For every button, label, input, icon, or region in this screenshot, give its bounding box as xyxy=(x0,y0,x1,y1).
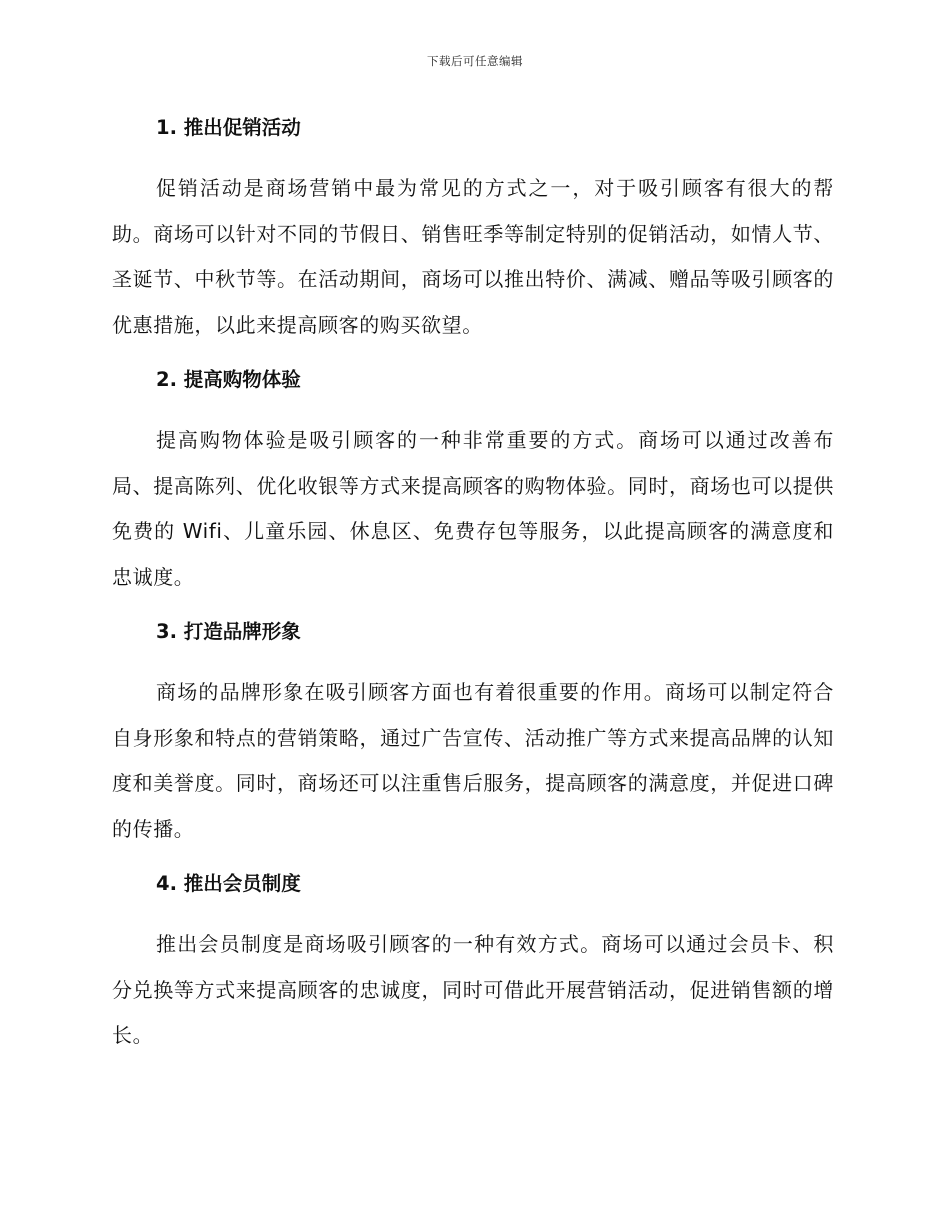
section-membership xyxy=(112,869,834,1059)
section-heading: 4. 推出会员制度 xyxy=(156,872,301,895)
section-paragraph: 促销活动是商场营销中最为常见的方式之一，对于吸引顾客有很大的帮助。商场可以针对不同的节假日、销售旺季等制定特别的促销活动，如情人节、圣诞节、中秋节等。在活动期间，商场可以推出特价、满减、赠品等吸引顾客的优惠措施，以此来提高顾客的购买欲望。 xyxy=(112,176,834,337)
document-content xyxy=(112,113,834,1076)
section-brand-image xyxy=(112,617,834,852)
section-shopping-experience xyxy=(112,365,834,600)
section-paragraph: 提高购物体验是吸引顾客的一种非常重要的方式。商场可以通过改善布局、提高陈列、优化收银等方式来提高顾客的购物体验。同时，商场也可以提供免费的 Wifi、儿童乐园、休息区、免费存包等服务，以此提高顾客的满意度和忠诚度。 xyxy=(112,428,834,589)
section-heading: 3. 打造品牌形象 xyxy=(156,620,301,643)
section-paragraph: 商场的品牌形象在吸引顾客方面也有着很重要的作用。商场可以制定符合自身形象和特点的营销策略，通过广告宣传、活动推广等方式来提高品牌的认知度和美誉度。同时，商场还可以注重售后服务，提高顾客的满意度，并促进口碑的传播。 xyxy=(112,680,834,841)
section-heading: 1. 推出促销活动 xyxy=(156,116,301,139)
page-header: 下载后可任意编辑 xyxy=(427,54,523,68)
section-promotion xyxy=(112,113,834,348)
section-heading: 2. 提高购物体验 xyxy=(156,368,301,391)
section-paragraph: 推出会员制度是商场吸引顾客的一种有效方式。商场可以通过会员卡、积分兑换等方式来提高顾客的忠诚度，同时可借此开展营销活动，促进销售额的增长。 xyxy=(112,932,834,1047)
